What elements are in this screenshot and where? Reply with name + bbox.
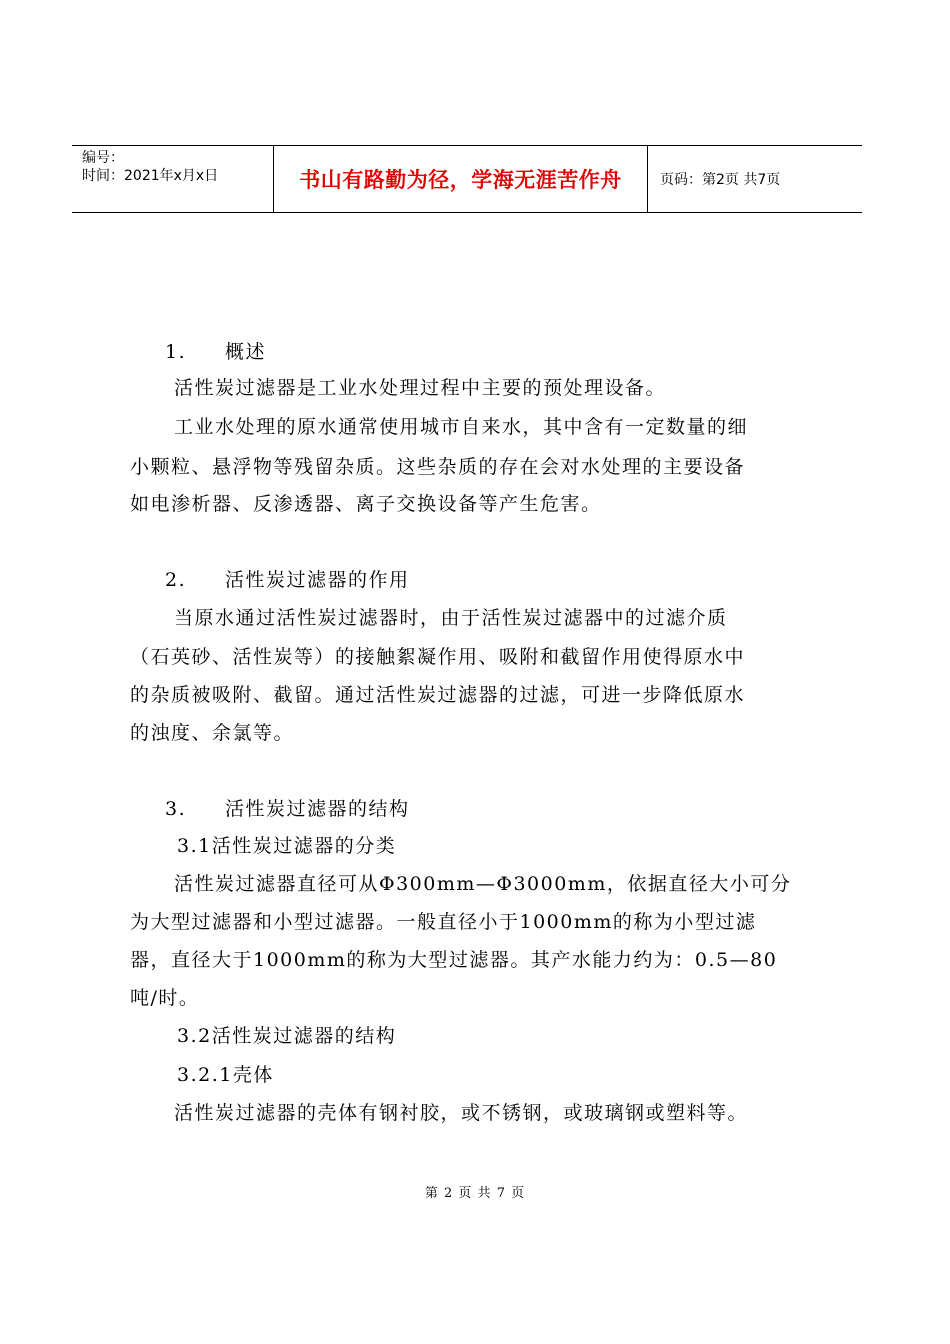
page-footer: 第 2 页 共 7 页 (424, 1186, 526, 1201)
subsection-3-2-heading: 3.2活性炭过滤器的结构 (177, 1025, 397, 1047)
paragraph-line: 当原水通过活性炭过滤器时，由于活性炭过滤器中的过滤介质 (174, 607, 728, 629)
section-3-heading (165, 797, 410, 821)
section-title: 概述 (225, 341, 267, 363)
header-motto: 书山有路勤为径，学海无涯苦作舟 (274, 146, 648, 212)
section-number: 2. (165, 569, 187, 591)
paragraph-line: 活性炭过滤器的壳体有钢衬胶，或不锈钢，或玻璃钢或塑料等。 (174, 1102, 749, 1124)
section-1-heading (165, 340, 266, 364)
section-title: 活性炭过滤器的结构 (225, 798, 410, 820)
subsection-3-2-1-heading: 3.2.1壳体 (177, 1064, 274, 1086)
paragraph-line: 如电渗析器、反渗透器、离子交换设备等产生危害。 (130, 493, 602, 515)
paragraph-line: 的浊度、余氯等。 (130, 722, 295, 744)
paragraph-line: 吨/时。 (130, 987, 200, 1009)
paragraph-line: 活性炭过滤器是工业水处理过程中主要的预处理设备。 (174, 377, 667, 399)
paragraph-line: （石英砂、活性炭等）的接触絮凝作用、吸附和截留作用使得原水中 (130, 646, 746, 668)
section-number: 1. (165, 341, 187, 363)
paragraph-line: 的杂质被吸附、截留。通过活性炭过滤器的过滤，可进一步降低原水 (130, 684, 746, 706)
header-page-info: 页码：第2页 共7页 (660, 172, 781, 188)
paragraph-line: 工业水处理的原水通常使用城市自来水，其中含有一定数量的细 (174, 416, 749, 438)
section-number: 3. (165, 798, 187, 820)
time-label: 时间：2021年x月x日 (82, 168, 219, 184)
paragraph-line: 器，直径大于1000mm的称为大型过滤器。其产水能力约为：0.5—80 (130, 949, 778, 971)
section-title: 活性炭过滤器的作用 (225, 569, 410, 591)
paragraph-line: 小颗粒、悬浮物等残留杂质。这些杂质的存在会对水处理的主要设备 (130, 456, 746, 478)
section-2-heading (165, 568, 410, 592)
subsection-3-1-heading: 3.1活性炭过滤器的分类 (177, 835, 397, 857)
document-body (130, 0, 810, 1344)
serial-label: 编号： (82, 150, 124, 166)
paragraph-line: 为大型过滤器和小型过滤器。一般直径小于1000mm的称为小型过滤 (130, 911, 757, 933)
paragraph-line: 活性炭过滤器直径可从Φ300mm—Φ3000mm，依据直径大小可分 (174, 873, 792, 895)
